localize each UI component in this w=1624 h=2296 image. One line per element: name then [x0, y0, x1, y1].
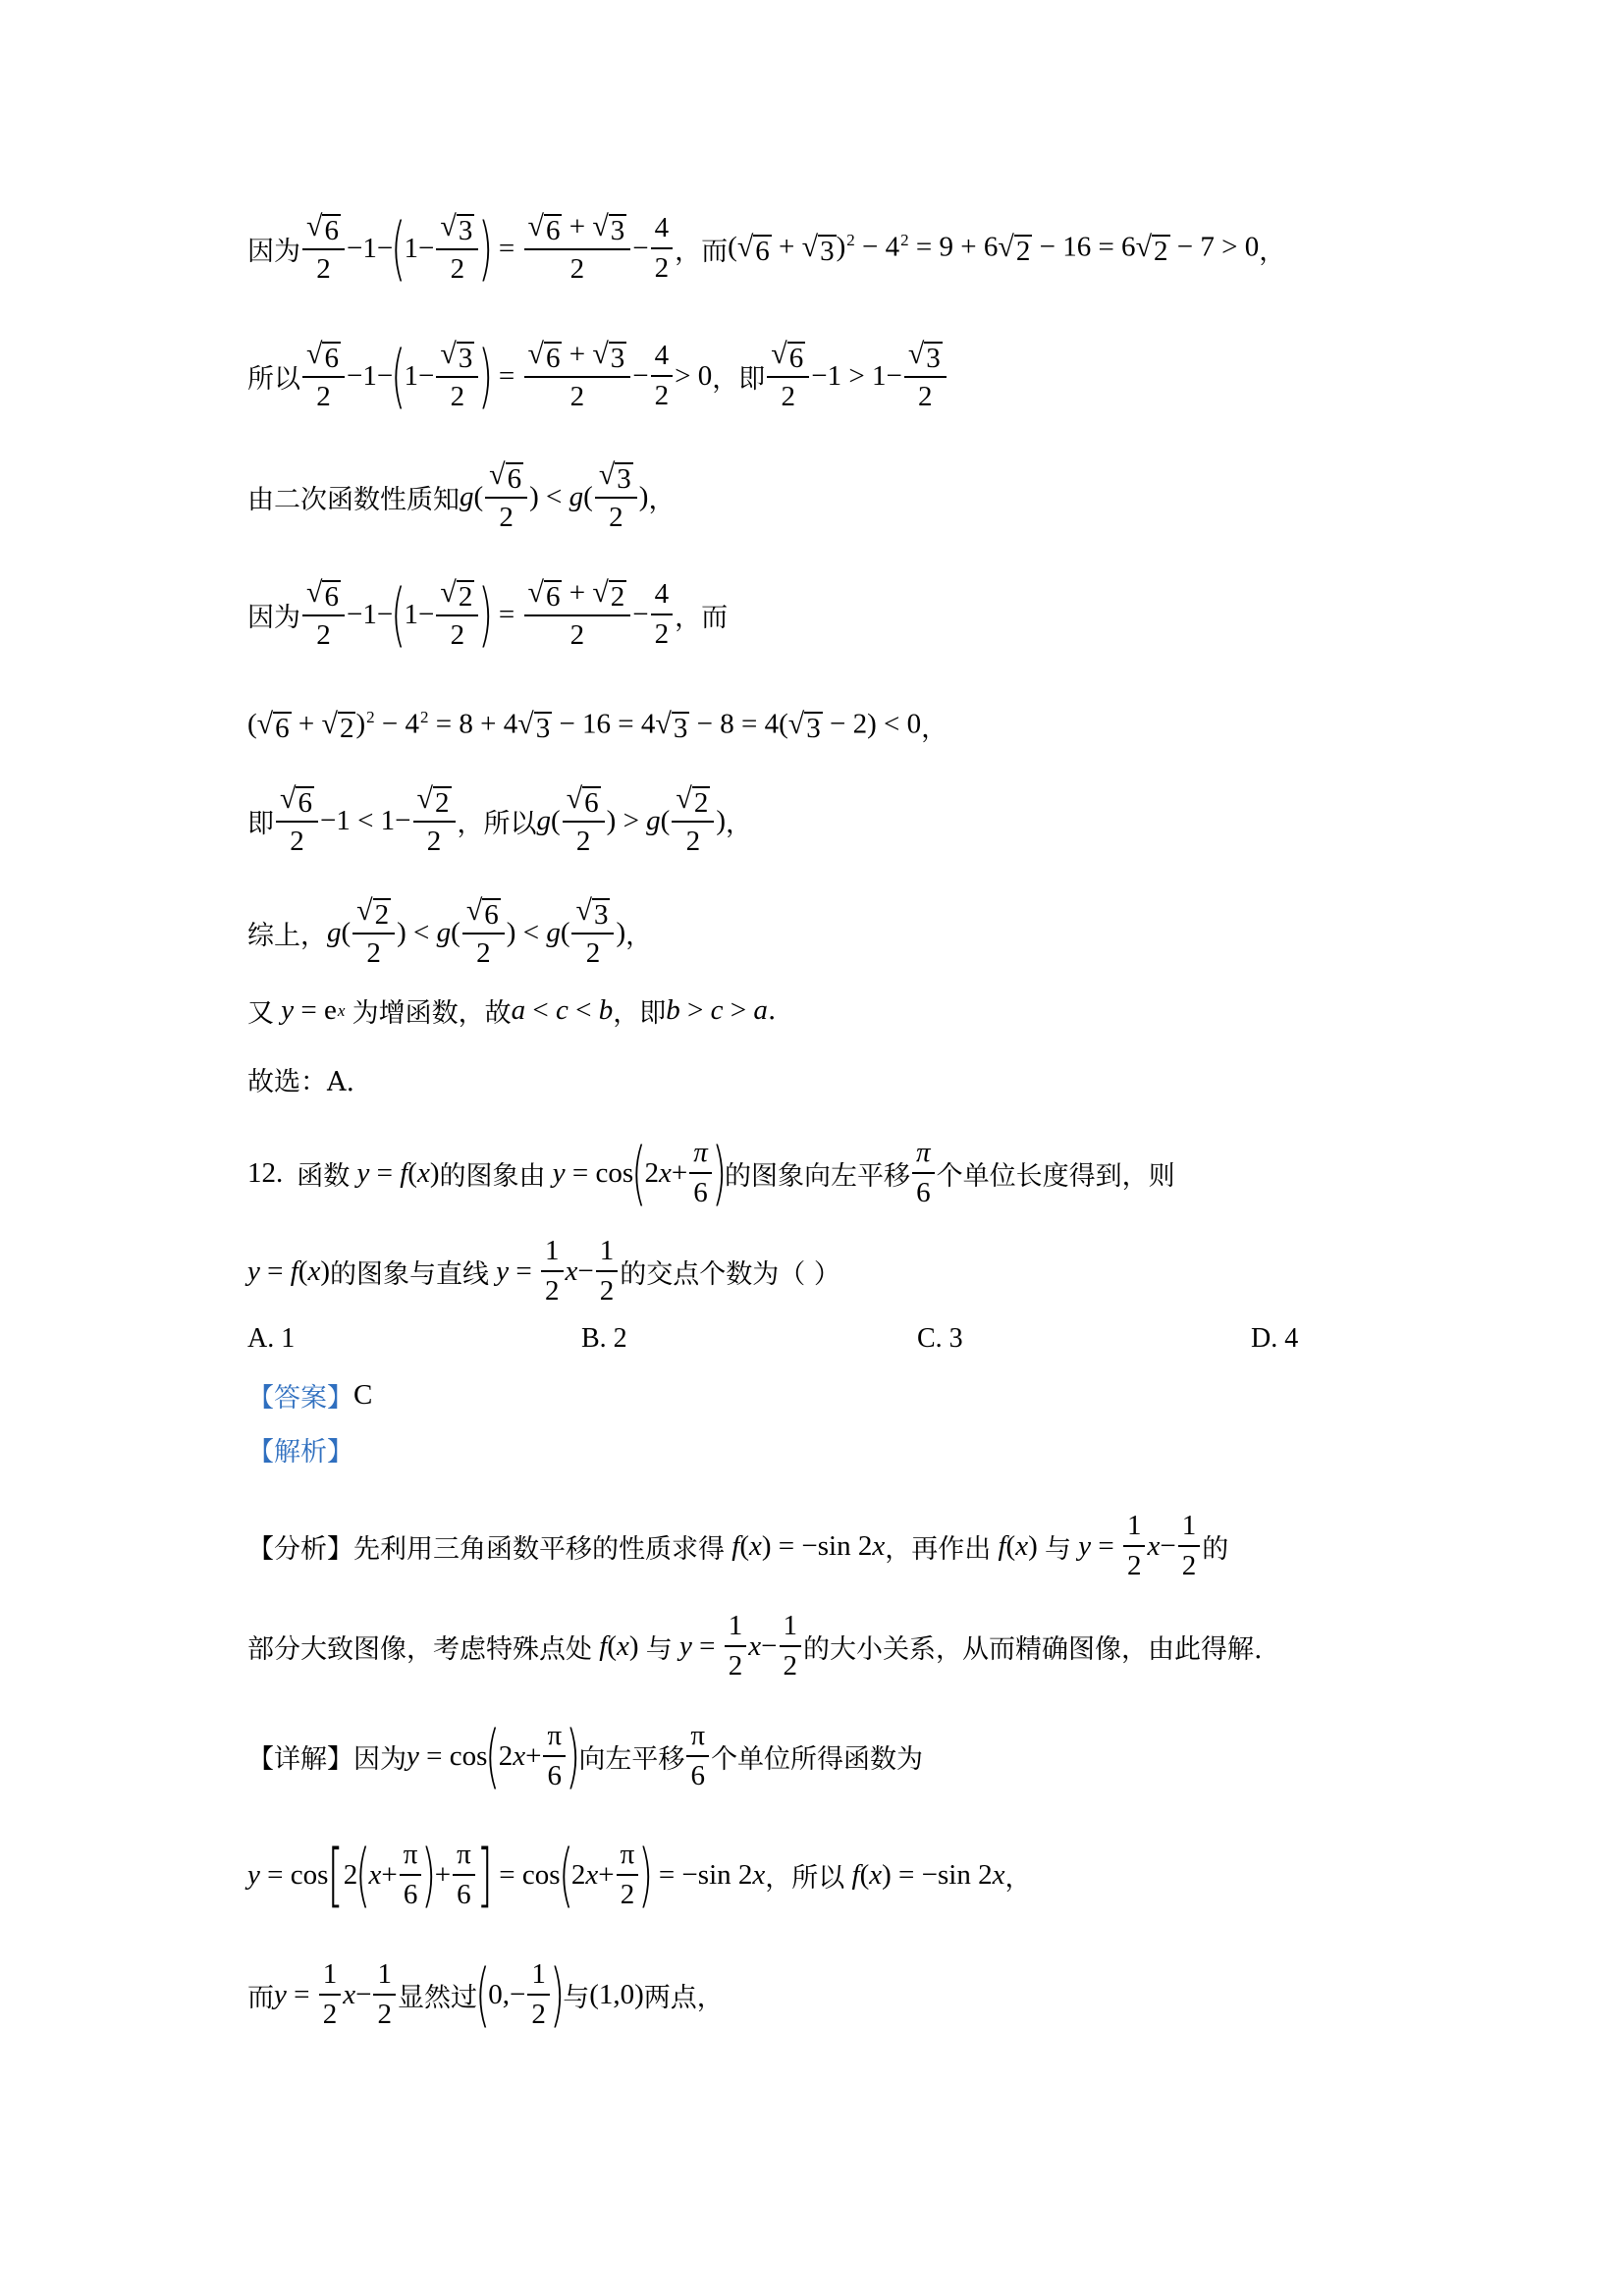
solution-line-3: 由二次函数性质知 g ( √ 6 2 ) < g ( √ 3 2 ) ，: [247, 458, 676, 534]
option-b[interactable]: B. 2: [581, 1323, 627, 1354]
xiangjie-line-1: 【详解】 因为 y = cos ( 2 x + $\frac{\pi}{6}$ ) 向左平移 $\frac{\pi}{6}$ 个单位所得函数为: [247, 1715, 924, 1796]
solution-line-4: 因为 √ 6 2 −1− ( 1− √ 2 2 ) = √ 6 + √ 2 2 − $\frac{4}{2}$ ，而: [247, 573, 729, 655]
answer-line: [247, 1376, 372, 1415]
solution-line-5: ( √ 6 + √ 2 )$^2 - 4^2 = 8 + 4$ √ 3 − 16 = 4 √ 3 − 8 = 4( √ 3 − 2) < 0 ，: [247, 708, 948, 745]
option-a[interactable]: A. 1: [247, 1323, 296, 1354]
question-12-line-2: y = f ( x ) 的图象与直线 y = $\frac{1}{2}$ x − $\frac{1}{2}$ 的交点个数为（ ）: [247, 1235, 840, 1308]
solution-line-7: 综上， g ( √ 2 2 ) < g ( √ 6 2 ) < g ( √ 3 2 ) ，: [247, 894, 653, 970]
analysis-line: [247, 1430, 353, 1468]
question-12-line-1: 12. 函数 y = f ( x ) 的图象由 y = cos ( 2 x + $\frac{\pi}{6}$ ) 的图象向左平移 $\frac{\pi}{6}$ 个单位长度得到，则: [247, 1132, 1175, 1213]
fenxi-label: 【分析】: [247, 1533, 353, 1565]
xiangjie-line-2: y = cos [ 2 ( x + $\frac{\pi}{6}$ ) + $\frac{\pi}{6}$ ] = cos ( 2 x + $\frac{\pi}{2}$ ) = −sin 2 x ，所以 f ( x ) = −sin 2 x ，: [247, 1834, 1032, 1915]
answer-label: 【答案】: [247, 1383, 353, 1414]
answer-value: C: [353, 1379, 373, 1411]
fraction: √ 6 2: [304, 211, 343, 287]
xiangjie-line-3: 而 y = $\frac{1}{2}$ x − $\frac{1}{2}$ 显然过 ( 0,− $\frac{1}{2}$ ) 与 (1,0) 两点，: [247, 1953, 724, 2035]
solution-line-2: 所以 √ 6 2 −1− ( 1− √ 3 2 ) = √ 6 + √ 3 2 − $\frac{4}{2}$ > 0 ，即 √ 6 2 −1 > 1− √ 3 2: [247, 339, 948, 414]
solution-line-8: 又 y = e x 为增函数，故 a < c < b ，即 b > c > a .: [247, 994, 777, 1029]
fenxi-line-2: 部分大致图像，考虑特殊点处 f ( x ) 与 y = $\frac{1}{2}$ x − $\frac{1}{2}$ 的大小关系，从而精确图像，由此得解.: [247, 1610, 1263, 1682]
analysis-label: 【解析】: [247, 1437, 353, 1468]
solution-line-1: 因为 √ 6 2 −1− ( 1− √ 3 2 ) = √ 6 + √ 3 2 − $\frac{4}{2}$ ，而 ( √ 6 + √ 3 )$^2 - 4^2 = 9 + 6$ √ 2 − 16 = 6 √ 2 − 7 > 0 ，: [247, 207, 1286, 289]
option-d[interactable]: D. 4: [1251, 1323, 1299, 1354]
option-c[interactable]: C. 3: [917, 1323, 963, 1354]
solution-line-9: 故选：A.: [247, 1067, 355, 1097]
solution-line-6: 即 √ 6 2 −1 < 1− √ 2 2 ，所以 g ( √ 6 2 ) > g ( √ 2 2 ) ，: [247, 782, 752, 858]
xiangjie-label: 【详解】: [247, 1743, 353, 1775]
fenxi-line-1: 【分析】 先利用三角函数平移的性质求得 f ( x ) = −sin 2 x ，再作出 f ( x ) 与 y = $\frac{1}{2}$ x − $\frac{1}{2}$ 的: [247, 1510, 1229, 1582]
